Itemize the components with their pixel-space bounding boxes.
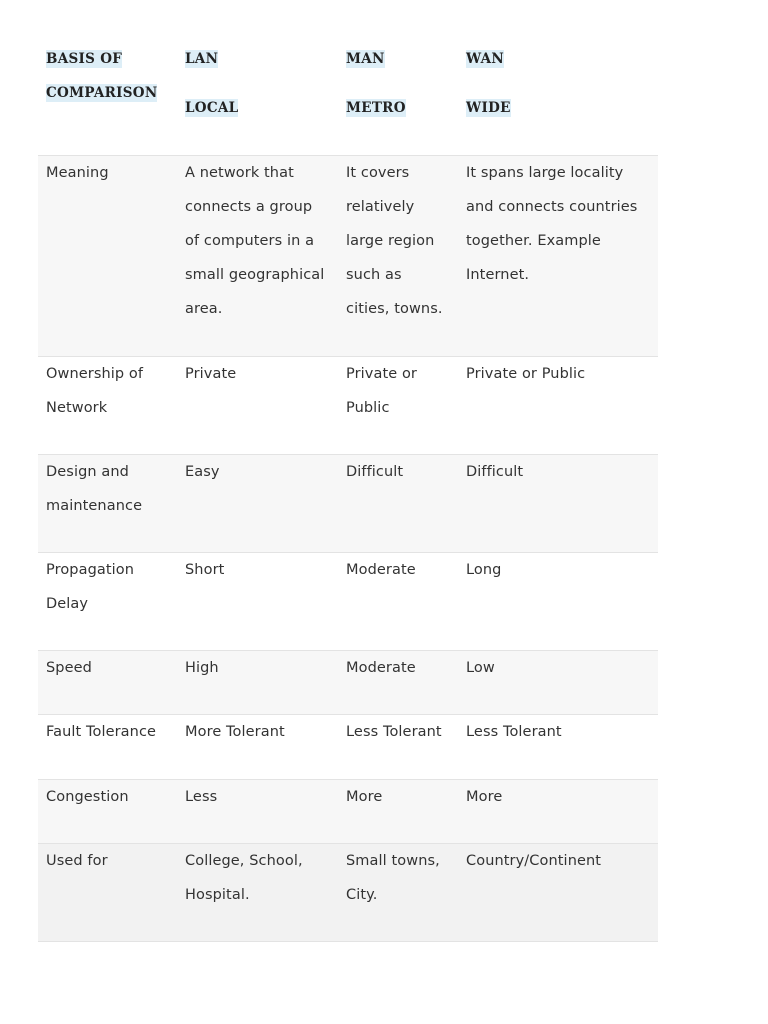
wan-cell (458, 553, 658, 650)
comparison-table (38, 0, 658, 942)
cell-line: Private or Public (466, 366, 586, 382)
cell-line: area. (185, 301, 223, 317)
wan-cell (458, 844, 658, 941)
cell-line: It spans large locality (466, 165, 624, 181)
cell-line: maintenance (46, 498, 143, 514)
cell-line: together. Example (466, 233, 601, 249)
cell-line: More (466, 789, 503, 805)
header-basis-line: COMPARISON (46, 85, 158, 101)
lan-cell (177, 715, 338, 779)
header-wan-title: WAN (466, 51, 505, 67)
cell-line: Private (185, 366, 237, 382)
row-label (38, 156, 177, 356)
cell-line: Long (466, 562, 502, 578)
table-row (38, 553, 658, 651)
table-row (38, 844, 658, 942)
cell-line: such as (346, 267, 402, 283)
cell-line: Small towns, (346, 853, 440, 869)
cell-line: Speed (46, 660, 92, 676)
lan-cell (177, 844, 338, 941)
cell-line: Delay (46, 596, 89, 612)
wan-cell (458, 156, 658, 356)
cell-line: Easy (185, 464, 220, 480)
cell-line: Moderate (346, 660, 416, 676)
lan-cell (177, 780, 338, 843)
cell-line: Design and (46, 464, 129, 480)
cell-line: of computers in a (185, 233, 315, 249)
lan-cell (177, 357, 338, 454)
cell-line: Less Tolerant (346, 724, 442, 740)
cell-line: Propagation (46, 562, 135, 578)
cell-line: Ownership of (46, 366, 144, 382)
cell-line: Less Tolerant (466, 724, 562, 740)
man-cell (338, 455, 458, 552)
row-label (38, 455, 177, 552)
table-row (38, 715, 658, 780)
cell-line: High (185, 660, 219, 676)
cell-line: Hospital. (185, 887, 250, 903)
wan-cell (458, 780, 658, 843)
lan-cell (177, 455, 338, 552)
header-basis (38, 42, 177, 155)
table-header-row (38, 0, 658, 156)
table-row (38, 651, 658, 715)
cell-line: Less (185, 789, 218, 805)
man-cell (338, 780, 458, 843)
header-basis-line: BASIS OF (46, 51, 123, 67)
cell-line: and connects countries (466, 199, 638, 215)
cell-line: Used for (46, 853, 108, 869)
header-wan-subtitle: WIDE (466, 100, 511, 116)
row-label (38, 844, 177, 941)
cell-line: City. (346, 887, 378, 903)
wan-cell (458, 357, 658, 454)
table-row (38, 156, 658, 357)
cell-line: Moderate (346, 562, 416, 578)
cell-line: Network (46, 400, 108, 416)
cell-line: large region (346, 233, 435, 249)
cell-line: Public (346, 400, 390, 416)
cell-line: Country/Continent (466, 853, 602, 869)
man-cell (338, 715, 458, 779)
header-man (338, 42, 458, 155)
header-lan (177, 42, 338, 155)
cell-line: Low (466, 660, 495, 676)
wan-cell (458, 715, 658, 779)
man-cell (338, 357, 458, 454)
row-label (38, 357, 177, 454)
cell-line: More (346, 789, 383, 805)
table-row (38, 357, 658, 455)
header-man-title: MAN (346, 51, 385, 67)
cell-line: Private or (346, 366, 417, 382)
header-man-subtitle: METRO (346, 100, 406, 116)
cell-line: It covers (346, 165, 410, 181)
cell-line: Short (185, 562, 225, 578)
row-label (38, 715, 177, 779)
table-row (38, 780, 658, 844)
lan-cell (177, 553, 338, 650)
row-label (38, 553, 177, 650)
man-cell (338, 553, 458, 650)
cell-line: Fault Tolerance (46, 724, 157, 740)
cell-line: Congestion (46, 789, 129, 805)
cell-line: More Tolerant (185, 724, 285, 740)
lan-cell (177, 651, 338, 714)
man-cell (338, 844, 458, 941)
lan-cell (177, 156, 338, 356)
row-label (38, 780, 177, 843)
cell-line: Difficult (346, 464, 404, 480)
cell-line: small geographical (185, 267, 325, 283)
cell-line: A network that (185, 165, 294, 181)
cell-line: Internet. (466, 267, 530, 283)
cell-line: connects a group (185, 199, 313, 215)
row-label (38, 651, 177, 714)
cell-line: Difficult (466, 464, 524, 480)
table-row (38, 455, 658, 553)
cell-line: College, School, (185, 853, 303, 869)
header-wan (458, 42, 658, 155)
man-cell (338, 651, 458, 714)
wan-cell (458, 455, 658, 552)
header-lan-subtitle: LOCAL (185, 100, 239, 116)
cell-line: relatively (346, 199, 415, 215)
header-lan-title: LAN (185, 51, 219, 67)
cell-line: cities, towns. (346, 301, 443, 317)
man-cell (338, 156, 458, 356)
wan-cell (458, 651, 658, 714)
cell-line: Meaning (46, 165, 109, 181)
